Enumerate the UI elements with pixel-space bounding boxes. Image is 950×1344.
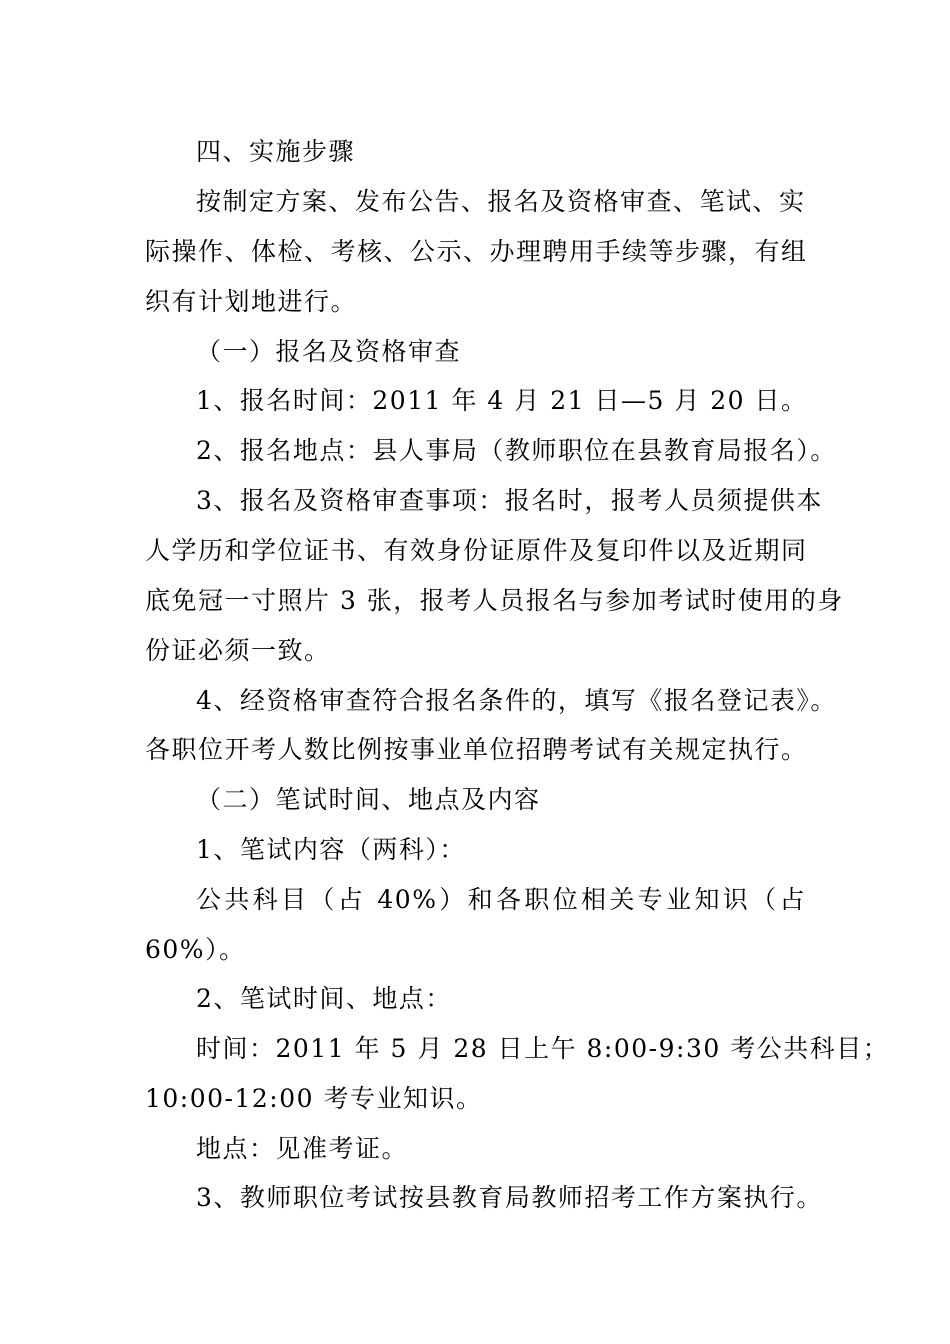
paragraph-line: 人学历和学位证书、有效身份证原件及复印件以及近期同: [145, 536, 808, 565]
paragraph-line: 公共科目（占 40%）和各职位相关专业知识（占: [196, 885, 806, 914]
paragraph-line: 底免冠一寸照片 3 张，报考人员报名与参加考试时使用的身: [145, 586, 844, 615]
subsection-heading-written-exam: （二）笔试时间、地点及内容: [196, 785, 541, 814]
paragraph-line: 3、教师职位考试按县教育局教师招考工作方案执行。: [196, 1183, 823, 1212]
paragraph-line: 3、报名及资格审查事项：报名时，报考人员须提供本: [196, 486, 823, 515]
paragraph-line: 60%）。: [145, 935, 246, 964]
paragraph-line: 各职位开考人数比例按事业单位招聘考试有关规定执行。: [145, 735, 808, 764]
paragraph-line: 地点：见准考证。: [196, 1134, 409, 1163]
paragraph-line: 4、经资格审查符合报名条件的，填写《报名登记表》。: [196, 686, 837, 715]
paragraph-line: 按制定方案、发布公告、报名及资格审查、笔试、实: [196, 187, 806, 216]
paragraph-line: 10:00-12:00 考专业知识。: [145, 1084, 483, 1113]
paragraph-line: 2、报名地点：县人事局（教师职位在县教育局报名）。: [196, 436, 837, 465]
paragraph-line: 份证必须一致。: [145, 636, 331, 665]
paragraph-line: 2、笔试时间、地点：: [196, 984, 452, 1013]
subsection-heading-registration: （一）报名及资格审查: [196, 337, 462, 366]
paragraph-line: 1、报名时间：2011 年 4 月 21 日—5 月 20 日。: [196, 386, 808, 415]
paragraph-line: 际操作、体检、考核、公示、办理聘用手续等步骤，有组: [145, 237, 808, 266]
paragraph-line: 1、笔试内容（两科）：: [196, 835, 466, 864]
section-heading-implementation-steps: 四、实施步骤: [196, 137, 356, 166]
paragraph-line: 时间：2011 年 5 月 28 日上午 8:00-9:30 考公共科目；: [196, 1034, 890, 1063]
paragraph-line: 织有计划地进行。: [145, 287, 358, 316]
